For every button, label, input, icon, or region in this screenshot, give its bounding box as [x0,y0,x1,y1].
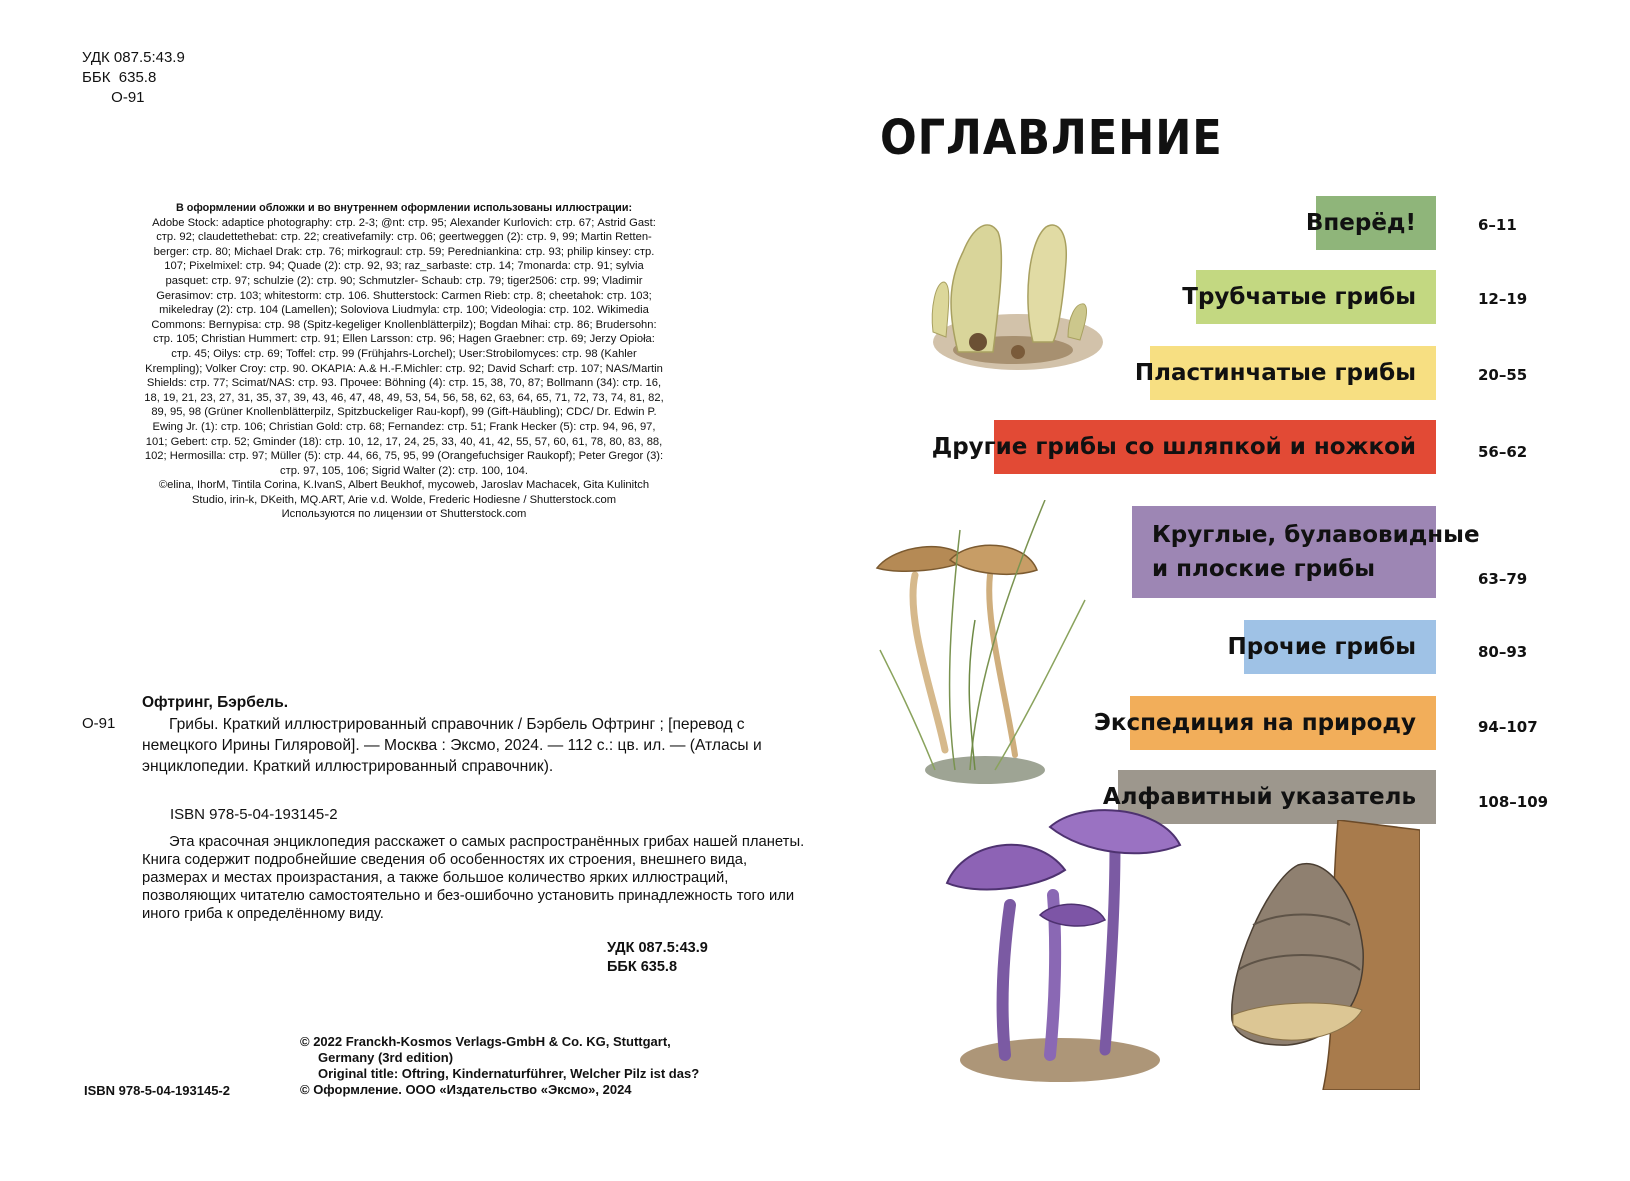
toc-item-expedition[interactable] [1094,696,1436,750]
udk-footer-line: УДК 087.5:43.9 [607,940,708,956]
copyright-line: Original title: Oftring, Kindernaturführer, Welcher Pilz ist das? [318,1066,700,1081]
bbk-line: ББК 635.8 [82,69,157,86]
isbn-line: ISBN 978-5-04-193145-2 [170,806,338,823]
toc-item-label: Круглые, булавовидные и плоские грибы [1152,522,1480,582]
toc-item-other[interactable] [1227,620,1436,674]
toc-item-label: Экспедиция на природу [1094,710,1416,736]
toc-item-label: Прочие грибы [1227,634,1416,660]
credits-license: Используются по лицензии от Shutterstock.com [281,508,527,521]
credits-shutterstock: ©elina, IhorM, Tintila Corina, K.IvanS, Albert Beukhof, mycoweb, Jaroslav Machacek, Gita Kulinitch Studio, irin-k, DKeith, MQ.ART, Arie v.d. Wolde, Frederic Hodiesne / Shutterstock.com [158,479,650,506]
toc-page-range: 20–55 [1478,366,1528,384]
toc-item-label: Другие грибы со шляпкой и ножкой [931,434,1416,460]
toc-item-label: Вперёд! [1305,210,1416,236]
toc-page-range: 12–19 [1478,290,1528,308]
toc-page-range: 63–79 [1478,570,1528,588]
purple-mushroom-illustration [945,805,1185,1095]
page-title: ОГЛАВЛЕНИЕ [880,110,1223,166]
bbk-footer-line: ББК 635.8 [607,959,678,975]
illustration-credits [144,201,664,522]
brown-mushroom-illustration [875,500,1090,790]
book-description: Грибы. Краткий иллюстрированный справочник / Бэрбель Офтринг ; [перевод с немецкого Ирины Гиляровой]. — Москва : Эксмо, 2024. — 112 с.: цв. ил. — (Атласы и энциклопедии. Краткий иллюстрированный справочник). [142,716,762,775]
copyright-line: Germany (3rd edition) [318,1050,454,1065]
toc-page-range: 108–109 [1478,793,1549,811]
copyright-line: © Оформление. ООО «Издательство «Эксмо», 2024 [300,1082,632,1097]
toc-page-range: 6–11 [1478,216,1517,234]
toc-item-label: Трубчатые грибы [1182,284,1416,310]
annotation: Эта красочная энциклопедия расскажет о самых распространённых грибах нашей планеты. Книга содержит подробнейшие сведения об особенностях их строения, внешнего вида, размерах и местах произрастания, а также большое количество ярких иллюстраций, позволяющих читателю самостоятельно и без-ошибочно установить принадлежность того или иного гриба к определённому виду. [142,834,805,922]
udk-line: УДК 087.5:43.9 [82,49,185,66]
shelf-code: О-91 [82,715,116,732]
author-name: Офтринг, Бэрбель. [142,694,289,711]
copyright-block [300,1034,740,1098]
toc-item-label: Пластинчатые грибы [1134,360,1416,386]
toc-item-other-capped[interactable] [931,420,1436,474]
club-mushroom-illustration [918,192,1118,376]
copyright-line: © 2022 Franckh-Kosmos Verlags-GmbH & Co. KG, Stuttgart, [300,1034,671,1049]
credits-text: Adobe Stock: adaptice photography: стр. 2-3; @nt: стр. 95; Alexander Kurlovich: стр. 67; Astrid Gast: стр. 92; claudettethebat: стр. 22; creativefamily: стр. 06; geertweggen (2): стр. 9, 99; Martin Retten-berger: стр. 80; Michael Drak: стр. 76; mirkograul: стр. 59; Peredniankina: стр. 93; philip kinsey: стр. 107; Pixelmixel: стр. 94; Quade (2): стр. 92, 93; raz_sarbaste: стр. 14; 7monarda: стр. 91; sylvia pasquet: стр. 97; schulzie (2): стр. 90; Schmutzler- Schaub: стр. 79; tiger2506: стр. 99; Vladimir Gerasimov: стр. 103; whitestorm: стр. 106. Shutterstock: Carmen Rieb: стр. 8; cheetahok: стр. 103; mikeledray (2): стр. 104 (Lamellen); Soloviova Liudmyla: стр. 100; Videologia: стр. 102. Wikimedia Commons: Bernypisa: стр. 98 (Spitz-kegeliger Knollenblätterpilz); Bogdan Mihai: стр. 86; Brudersohn: стр. 105; Christian Hummert: стр. 91; Ellen Larsson: стр. 96; Hagen Graebner: стр. 69; Jerzy Opioła: стр. 45; Oilys: стр. 69; Toffel: стр. 99 (Frühjahrs-Lorchel); User:Strobilomyces: стр. 98 (Kahler Krempling); Volker Croy: стр. 90. OKAPIA: A.& H.-F.Michler: стр. 92; David Scharf: стр. 107; NAS/Martin Shields: стр. 77; Scimat/NAS: стр. 93. Прочее: Böhning (4): стр. 15, 38, 70, 87; Bollmann (34): стр. 16, 18, 19, 21, 23, 27, 31, 35, 37, 39, 43, 46, 47, 48, 49, 53, 54, 56, 58, 62, 63, 64, 65, 71, 72, 73, 74, 81, 82, 89, 95, 98 (Grüner Knollenblätterpilz, Spitzbuckeliger Rau-kopf), 99 (Gift-Häubling); CDC/ Dr. Edwin P. Ewing Jr. (1): стр. 106; Christian Gold: стр. 68; Fernandez: стр. 51; Frank Hecker (5): стр. 94, 96, 97, 101; Gebert: стр. 52; Gminder (18): стр. 10, 12, 17, 24, 25, 33, 40, 41, 42, 55, 57, 60, 61, 78, 80, 83, 88, 102; Hermosilla: стр. 97; Müller (5): стр. 44, 66, 75, 95, 99 (Orangefuchsiger Raukopf); Peter Gregor (3): стр. 97, 105, 106; Sigrid Walter (2): стр. 100, 104. [144,216,664,477]
toc-item-vpered[interactable] [1305,196,1436,250]
code-line: О-91 [82,89,145,106]
udk-header [82,48,185,108]
toc-item-round[interactable] [1132,506,1480,598]
toc-item-lamellar[interactable] [1134,346,1436,400]
toc-item-tubular[interactable] [1182,270,1436,324]
toc-page-range: 94–107 [1478,718,1538,736]
udk-footer [607,939,708,977]
toc-page-range: 56–62 [1478,443,1528,461]
toc-page-range: 80–93 [1478,643,1528,661]
credits-title: В оформлении обложки и во внутреннем оформлении использованы иллюстрации: [175,202,633,214]
isbn-bottom: ISBN 978-5-04-193145-2 [84,1083,230,1098]
toc-item-label: Алфавитный указатель [1102,784,1416,810]
bracket-fungus-illustration [1228,820,1420,1090]
